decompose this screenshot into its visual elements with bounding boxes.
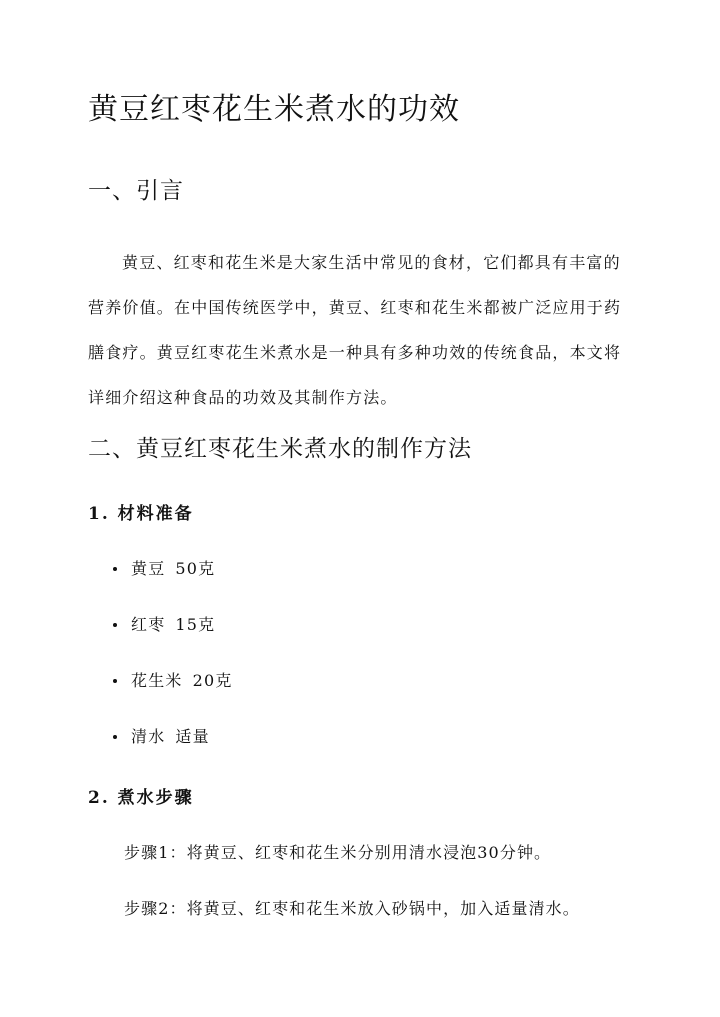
- ingredient-name: 花生米: [131, 671, 183, 690]
- list-item: [88, 611, 233, 667]
- step-1-text: 步骤1：将黄豆、红枣和花生米分别用清水浸泡30分钟。: [124, 843, 552, 862]
- ingredient-list: [88, 555, 233, 779]
- bullet-icon: [113, 679, 117, 683]
- ingredient-amount: 适量: [175, 727, 210, 746]
- subsection-heading-materials: 1. 材料准备: [88, 504, 194, 524]
- step-2-text: 步骤2：将黄豆、红枣和花生米放入砂锅中，加入适量清水。: [124, 899, 580, 918]
- list-item: [88, 555, 233, 611]
- ingredient-name: 黄豆: [131, 559, 166, 578]
- ingredient-name: 清水: [131, 727, 166, 746]
- section-heading-method: 二、黄豆红枣花生米煮水的制作方法: [88, 436, 472, 462]
- ingredient-amount: 15克: [175, 615, 216, 634]
- bullet-icon: [113, 567, 117, 571]
- document-title: 黄豆红枣花生米煮水的功效: [88, 92, 460, 127]
- ingredient-amount: 50克: [175, 559, 216, 578]
- introduction-paragraph: 黄豆、红枣和花生米是大家生活中常见的食材，它们都具有丰富的营养价值。在中国传统医学中，黄豆、红枣和花生米都被广泛应用于药膳食疗。黄豆红枣花生米煮水是一种具有多种功效的传统食品，本文将详细介绍这种食品的功效及其制作方法。: [88, 253, 622, 407]
- ingredient-amount: 20克: [192, 671, 233, 690]
- list-item: [88, 723, 233, 779]
- section-heading-introduction: 一、引言: [88, 178, 184, 204]
- subsection-heading-steps: 2. 煮水步骤: [88, 788, 194, 808]
- list-item: [88, 667, 233, 723]
- ingredient-name: 红枣: [131, 615, 166, 634]
- bullet-icon: [113, 623, 117, 627]
- bullet-icon: [113, 735, 117, 739]
